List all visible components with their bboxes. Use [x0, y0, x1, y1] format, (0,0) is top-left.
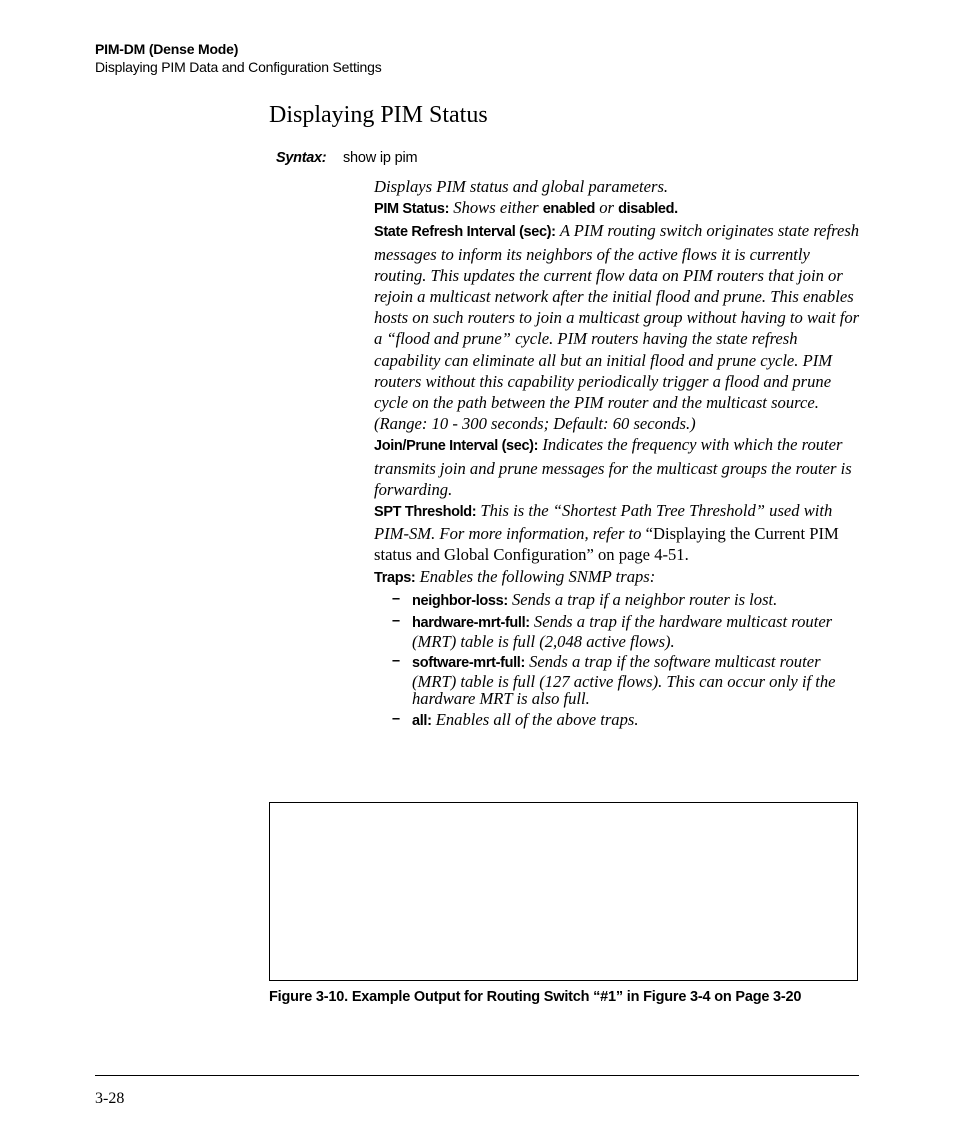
figure-caption: Figure 3-10. Example Output for Routing Switch “#1” in Figure 3-4 on Page 3-20 — [269, 989, 802, 1005]
pim-status-enabled: enabled — [542, 201, 596, 218]
join-prune-label: Join/Prune Interval (sec): — [374, 438, 539, 455]
pim-status-text-2: or — [599, 198, 614, 218]
chapter-header: PIM-DM (Dense Mode) — [95, 41, 239, 57]
traps-entry — [374, 566, 860, 589]
dash-bullet: – — [392, 613, 401, 630]
section-title: Displaying PIM Status — [269, 102, 488, 128]
list-item — [374, 653, 860, 708]
figure-output-box — [269, 802, 858, 981]
pim-status-text-1: Shows either — [453, 198, 539, 218]
traps-text: Enables the following SNMP traps: — [419, 566, 656, 586]
trap-text: Sends a trap if the hardware multicast router (MRT) table is full (2,048 active flows). — [412, 612, 833, 651]
traps-label: Traps: — [374, 569, 416, 586]
spt-threshold-reference-link[interactable]: “Displaying the Current PIM status and Global Configuration” on page 4-51. — [374, 524, 839, 565]
section-header: Displaying PIM Data and Configuration Settings — [95, 59, 382, 75]
trap-text: Enables all of the above traps. — [435, 709, 639, 729]
list-item — [374, 613, 860, 650]
syntax-command: show ip pim — [343, 150, 418, 166]
trap-label: hardware-mrt-full: — [412, 615, 530, 632]
syntax-label: Syntax: — [276, 150, 327, 166]
trap-label: neighbor-loss: — [412, 592, 508, 609]
page-number: 3-28 — [95, 1090, 125, 1107]
description-intro: Displays PIM status and global parameters. — [374, 177, 669, 196]
list-item — [374, 591, 860, 611]
list-item — [374, 711, 860, 731]
trap-label: all: — [412, 712, 432, 729]
trap-text: Sends a trap if the software multicast router (MRT) table is full (127 active flows). This can occur only if the hardware MRT is also full. — [412, 652, 836, 709]
dash-bullet: – — [392, 653, 401, 670]
traps-list — [374, 591, 860, 731]
state-refresh-entry — [374, 220, 860, 434]
spt-threshold-label: SPT Threshold: — [374, 504, 477, 521]
dash-bullet: – — [392, 710, 401, 727]
state-refresh-label: State Refresh Interval (sec): — [374, 224, 556, 241]
spt-threshold-text: This is the “Shortest Path Tree Threshold” used with PIM-SM. For more information, refer to — [374, 501, 833, 544]
pim-status-entry — [374, 197, 860, 220]
dash-bullet: – — [392, 590, 401, 607]
join-prune-entry — [374, 434, 860, 500]
trap-text: Sends a trap if a neighbor router is lost. — [511, 589, 778, 609]
trap-label: software-mrt-full: — [412, 655, 525, 672]
spt-threshold-entry — [374, 500, 860, 566]
state-refresh-text: A PIM routing switch originates state refresh messages to inform its neighbors of the active flows it is currently routing. This updates the current flow data on PIM routers that join or rejoin a multicast network after the initial flood and prune. This enables hosts on such routers to join a multicast group without having to wait for a “flood and prune” cycle. PIM routers having the state refresh capability can eliminate all but an initial flood and prune cycle. PIM routers without this capability periodically trigger a flood and prune cycle on the path between the PIM router and the multicast source. (Range: 10 - 300 seconds; Default: 60 seconds.) — [374, 221, 860, 434]
footer-divider — [95, 1075, 859, 1076]
pim-status-label: PIM Status: — [374, 201, 450, 218]
join-prune-text: Indicates the frequency with which the router transmits join and prune messages for the multicast groups the router is forwarding. — [374, 435, 852, 499]
command-description — [374, 176, 860, 733]
pim-status-disabled: disabled. — [618, 201, 678, 218]
